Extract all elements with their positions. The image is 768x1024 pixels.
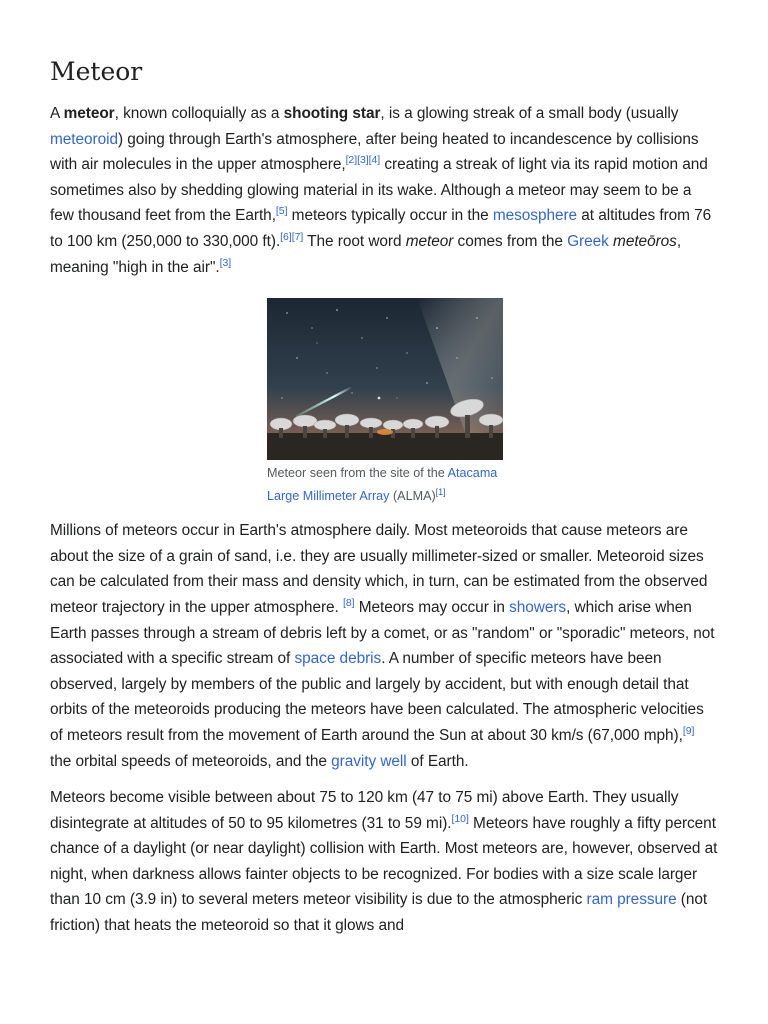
ref-8[interactable]: [8] (343, 596, 355, 609)
text: , which arise when Earth passes through a stream of debris left by a comet, or as "random" or "sporadic" meteors, not associated with a specific stream of (50, 598, 715, 668)
ref-10[interactable]: [10] (451, 812, 469, 825)
link-alma[interactable]: Atacama Large Millimeter Array (267, 466, 498, 504)
link-mesosphere[interactable]: mesosphere (492, 207, 578, 225)
ref-9[interactable]: [9] (682, 724, 695, 737)
text: the orbital speeds of meteoroids, and the (50, 752, 332, 770)
figure-alma-meteor (267, 298, 503, 506)
link-gravity-well[interactable]: gravity well (331, 752, 407, 770)
ref-2-3-4[interactable]: [2][3][4] (345, 154, 381, 167)
figure-caption (267, 464, 503, 506)
text: The root word (303, 232, 406, 250)
page-title: Meteor (50, 57, 143, 86)
meteor-photo[interactable] (267, 298, 503, 460)
ref-3[interactable]: [3] (219, 256, 232, 269)
text: at altitudes from 76 to 100 km (250,000 to 330,000 ft). (50, 207, 712, 250)
caption-text: Meteor seen from the site of the (267, 466, 448, 481)
text: Meteors become visible between about 75 to 120 km (47 to 75 mi) above Earth. They usually disintegrate at altitudes of 50 to 95 kilometres (31 to 59 mi). (50, 789, 679, 832)
link-space-debris[interactable]: space debris (294, 650, 382, 668)
text: Meteors may occur in (354, 598, 510, 616)
text: ) going through Earth's atmosphere, after being heated to incandescence by collisions with air molecules in the upper atmosphere, (50, 130, 699, 174)
text: A (50, 105, 64, 122)
text: , meaning "high in the air". (50, 232, 682, 276)
intro-paragraph (50, 101, 718, 280)
bold-term-shooting-star: shooting star (283, 105, 381, 122)
body-paragraph-3 (50, 785, 718, 939)
link-showers[interactable]: showers (509, 598, 567, 616)
text: of Earth. (406, 752, 469, 770)
text: , known colloquially as a (114, 105, 284, 122)
text: Meteors have roughly a fifty percent chance of a daylight (or near daylight) collision with Earth. Most meteors are, however, observed at night, when darkness allows fainter objects to be recognized. For bodies with a size scale larger than 10 cm (3.9 in) to several meters meteor visibility is due to the atmospheric (50, 814, 718, 909)
ref-1[interactable]: [1] (435, 487, 446, 498)
ref-5[interactable]: [5] (275, 205, 288, 218)
body-paragraph-2 (50, 518, 718, 774)
text: comes from the (453, 232, 568, 250)
text: meteors typically occur in the (287, 207, 493, 225)
text: Millions of meteors occur in Earth's atmosphere daily. Most meteoroids that cause meteors are about the size of a grain of sand, i.e. they are usually millimeter-sized or smaller. Meteoroid sizes can be calculated from their mass and density which, in turn, can be estimated from the observed meteor trajectory in the upper atmosphere. (50, 522, 708, 616)
text: , is a glowing streak of a small body (usually (380, 105, 679, 122)
caption-tail: (ALMA) (389, 489, 436, 504)
link-meteoroid[interactable]: meteoroid (50, 130, 118, 148)
italic-meteoros: meteōros (613, 232, 677, 250)
bold-term-meteor: meteor (63, 105, 115, 122)
link-greek[interactable]: Greek (567, 232, 609, 250)
text: (not friction) that heats the meteoroid so that it glows and (50, 891, 708, 935)
link-ram-pressure[interactable]: ram pressure (586, 891, 677, 909)
ref-6-7[interactable]: [6][7] (280, 230, 304, 243)
text: creating a streak of light via its rapid motion and sometimes also by shedding glowing material in its wake. Although a meteor may seem to be a few thousand feet from the Earth, (50, 156, 708, 225)
italic-meteor: meteor (405, 232, 454, 250)
text: . A number of specific meteors have been observed, largely by members of the public and largely by accident, but with enough detail that orbits of the meteoroids producing the meteors have been calculated. The atmospheric velocities of meteors result from the movement of Earth around the Sun at about 30 km/s (67,000 mph), (50, 650, 704, 744)
